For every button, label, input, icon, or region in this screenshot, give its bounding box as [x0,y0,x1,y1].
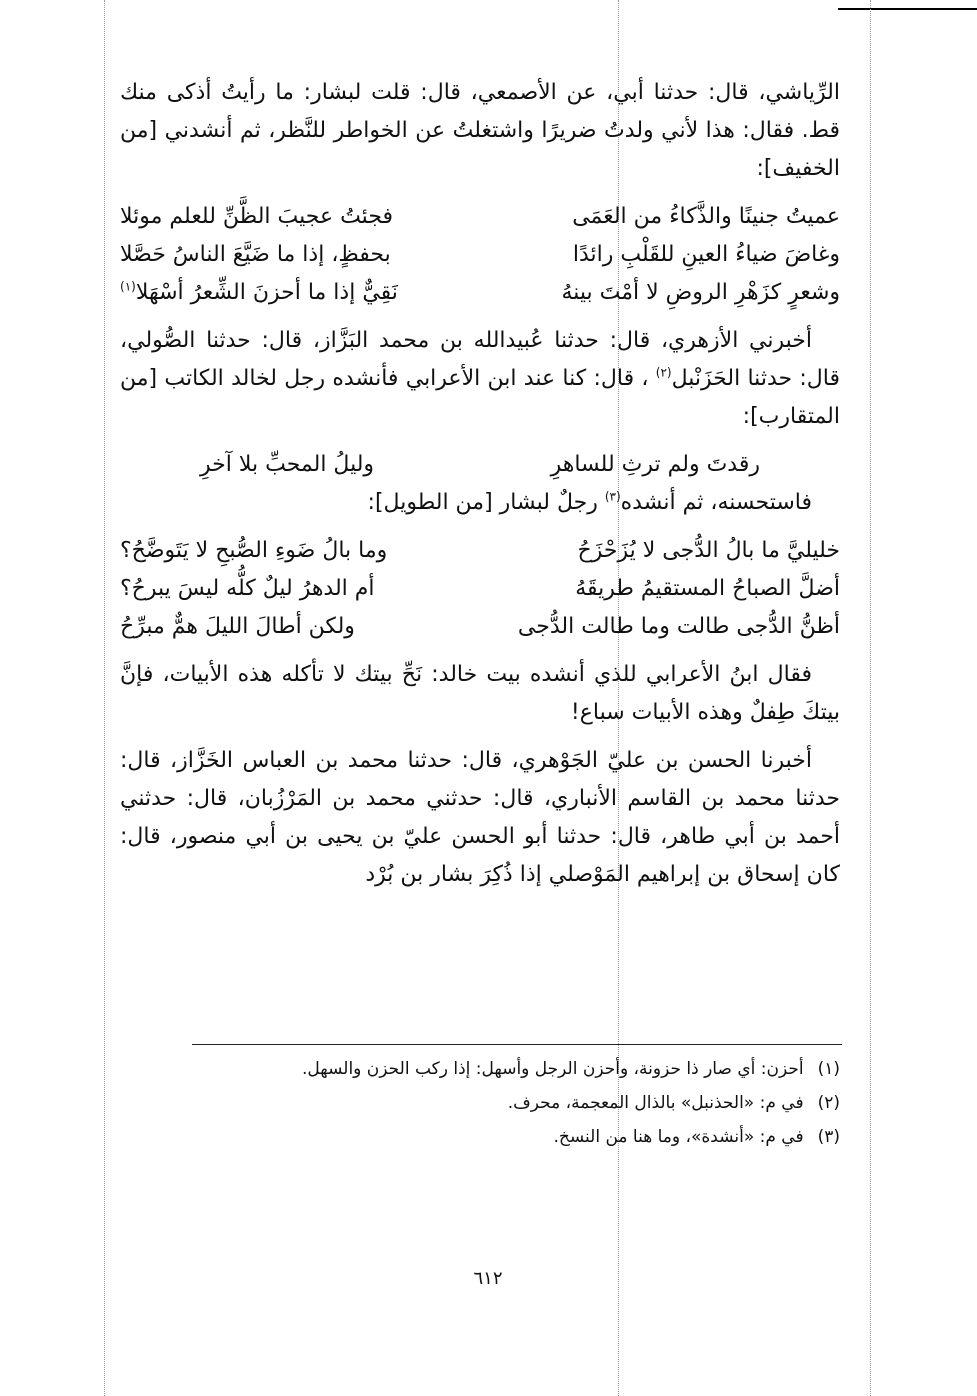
footnote-item [190,1086,840,1120]
verse-second-hemistich: وليلُ المحبِّ بلا آخرِ [200,452,375,477]
verse-second-hemistich: وما بالُ ضَوءِ الصُّبحِ لا يَتَوضَّحُ؟ [120,538,388,563]
verse-line [120,532,840,570]
verse-first-hemistich: أظنُّ الدُّجى طالت وما طالت الدُّجى [517,614,840,639]
footnote-separator [192,1044,842,1045]
verse-line [120,446,840,484]
top-edge-line [838,8,977,10]
main-text [120,70,840,894]
footnote-ref-3: (٣) [604,489,621,504]
footnote-number: (١) [817,1059,840,1079]
verse-first-hemistich: خليليَّ ما بالُ الدُّجى لا يُزَحْزَحُ [577,538,840,563]
verse-block-3 [120,532,840,646]
paragraph-2: أخبرني الأزهري، قال: حدثنا عُبيدالله بن محمد البَزَّاز، قال: حدثنا الصُّولي، قال: حدثنا الحَزَنْبل$^{(٢)}$ ، قال: كنا عند ابن الأعرابي فأنشده رجل لخالد الكاتب [من المتقارب]: [120,328,840,429]
verse-line [120,236,840,274]
footnote-number: (٣) [817,1127,840,1147]
verse-block-1 [120,198,840,312]
footnote-text: في م: «أنشدة»، وما هنا من النسخ. [553,1127,804,1147]
footnote-item [190,1120,840,1154]
verse-first-hemistich: عميتُ جنينًا والذَّكاءُ من العَمَى [572,204,840,229]
verse-line [120,198,840,236]
verse-first-hemistich: أضلَّ الصباحُ المستقيمُ طريقَهُ [575,576,840,601]
paragraph-4: فقال ابنُ الأعرابي للذي أنشده بيت خالد: نَحِّ بيتك لا تأكله هذه الأبيات، فإنَّ بيتكَ طِفلٌ وهذه الأبيات سباع! [120,662,840,725]
verse-first-hemistich: وشعرٍ كزَهْرِ الروضِ لا أمْتَ بينهُ [561,280,840,305]
page-number: ٦١٢ [473,1268,503,1289]
verse-line [120,570,840,608]
verse-second-hemistich: نَقِيٌّ إذا ما أحزنَ الشِّعرُ أسْهَلا$^{(١)}$ [120,279,398,305]
verse-second-hemistich: بحفظٍ، إذا ما ضَيَّعَ الناسُ حَصَّلا [120,242,391,267]
footnote-text: في م: «الحذنبل» بالذال المعجمة، محرف. [507,1093,804,1113]
verse-second-hemistich: فجئتُ عجيبَ الظَّنِّ للعلم موئلا [120,204,394,229]
footnotes [190,1052,840,1154]
dotted-guide-line [104,0,105,1396]
dotted-guide-line [870,0,871,1396]
verse-line [120,274,840,312]
verse-first-hemistich: وغاضَ ضياءُ العينِ للقَلْبِ رائدًا [572,242,840,267]
footnote-ref-2: (٢) [655,365,672,380]
paragraph-1: الرِّياشي، قال: حدثنا أبي، عن الأصمعي، قال: قلت لبشار: ما رأيتُ أذكى منك قط. فقال: هذا لأني ولدتُ ضريرًا واشتغلتُ عن الخواطر للنَّظر، ثم أنشدني [من الخفيف]: [120,80,840,181]
footnote-number: (٢) [817,1093,840,1113]
footnote-text: أحزن: أي صار ذا حزونة، وأحزن الرجل وأسهل: إذا ركب الحزن والسهل. [302,1059,804,1079]
verse-second-hemistich: ولكن أطالَ الليلَ همٌّ مبرِّحُ [120,614,355,639]
footnote-item [190,1052,840,1086]
verse-first-hemistich: رقدتَ ولم ترثِ للساهرِ [550,452,760,477]
paragraph-5: أخبرنا الحسن بن عليّ الجَوْهري، قال: حدثنا محمد بن العباس الخَزَّاز، قال: حدثنا محمد بن القاسم الأنباري، قال: حدثني محمد بن المَرْزُبان، قال: حدثني أحمد بن أبي طاهر، قال: حدثنا أبو الحسن عليّ بن يحيى بن أبي منصور، قال: كان إسحاق بن إبراهيم المَوْصلي إذا ذُكِرَ بشار بن بُرْد [120,748,840,887]
verse-second-hemistich: أم الدهرُ ليلٌ كلُّه ليسَ يبرحُ؟ [120,576,375,601]
footnote-ref-1: (١) [120,279,136,294]
paragraph-3: فاستحسنه، ثم أنشده$^{(٣)}$ رجلٌ لبشار [من الطويل]: [367,489,812,515]
verse-line [120,608,840,646]
